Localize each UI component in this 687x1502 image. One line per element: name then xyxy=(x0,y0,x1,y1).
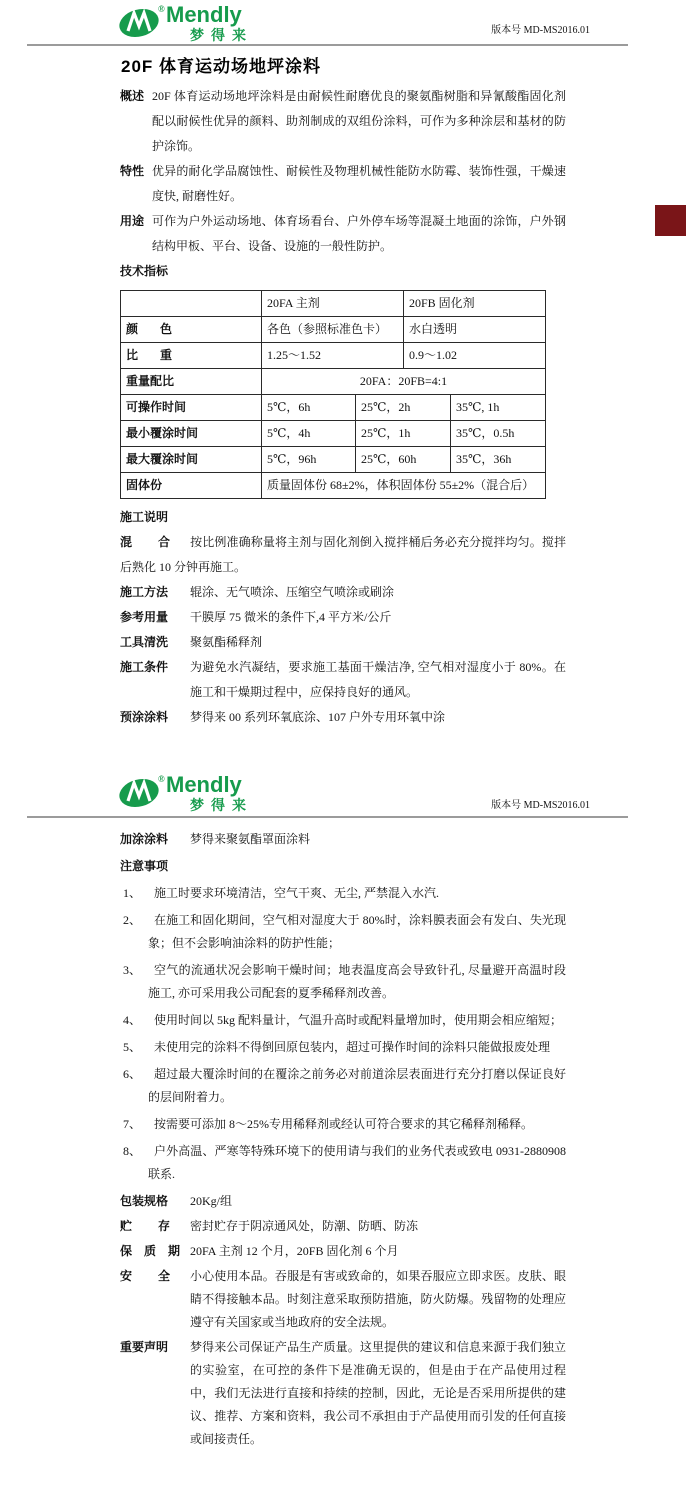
note-text: 使用时间以 5kg 配料量计，气温升高时或配料量增加时，使用期会相应缩短； xyxy=(154,1013,563,1027)
shelf-life-paragraph xyxy=(120,1240,566,1263)
min-recoat-5c: 5℃，4h xyxy=(262,421,356,447)
table-row-max-recoat xyxy=(121,447,546,473)
notes-title: 注意事项 xyxy=(120,859,169,873)
tech-spec-table xyxy=(120,290,546,499)
pot-life-5c: 5℃，6h xyxy=(262,395,356,421)
max-recoat-35c: 35℃，36h xyxy=(451,447,546,473)
mixing-paragraph xyxy=(120,530,566,580)
tech-spec-title: 技术指标 xyxy=(120,264,169,278)
registered-trademark-icon: ® xyxy=(158,4,165,14)
topcoat-text: 梦得来聚氨酯罩面涂料 xyxy=(190,832,311,846)
note-text: 按需要可添加 8～25%专用稀释剂或经认可符合要求的其它稀释剂稀释。 xyxy=(154,1117,533,1131)
min-recoat-label: 最小覆涂时间 xyxy=(126,426,199,440)
table-row-header xyxy=(121,291,546,317)
page-2 xyxy=(0,770,687,1502)
topcoat-label: 加涂涂料 xyxy=(120,832,169,846)
storage-text: 密封贮存于阴凉通风处，防潮、防晒、防冻 xyxy=(190,1219,419,1233)
note-number: 4、 xyxy=(123,1013,142,1027)
table-row-pot-life xyxy=(121,395,546,421)
precoat-label: 预涂涂料 xyxy=(120,710,169,724)
gravity-20fa-value: 1.25～1.52 xyxy=(262,343,404,369)
safety-paragraph xyxy=(120,1265,566,1334)
color-row-label: 颜色 xyxy=(126,322,172,336)
construction-title: 施工说明 xyxy=(120,510,169,524)
dosage-text: 干膜厚 75 微米的条件下,4 平方米/公斤 xyxy=(190,610,392,624)
packing-label: 包装规格 xyxy=(120,1194,169,1208)
note-text: 未使用完的涂料不得倒回原包装内，超过可操作时间的涂料只能做报废处理 xyxy=(154,1040,551,1054)
note-number: 6、 xyxy=(123,1067,142,1081)
shelf-life-text: 20FA 主剂 12 个月，20FB 固化剂 6 个月 xyxy=(190,1244,399,1258)
usage-paragraph xyxy=(120,209,566,259)
version-label: 版本号 MD-MS2016.01 xyxy=(491,800,590,811)
cell-20fb-header: 20FB 固化剂 xyxy=(404,291,546,317)
note-item-7 xyxy=(120,1113,566,1136)
gravity-20fb-value: 0.9～1.02 xyxy=(404,343,546,369)
ratio-row-label: 重量配比 xyxy=(126,374,175,388)
note-item-6 xyxy=(120,1063,566,1109)
note-text: 施工时要求环境清洁，空气干爽、无尘, 严禁混入水汽. xyxy=(154,886,440,900)
note-text: 空气的流通状况会影响干燥时间；地表温度高会导致针孔, 尽量避开高温时段施工, 亦可采用我公司配套的夏季稀释剂改善。 xyxy=(148,963,566,1000)
brand-logo xyxy=(118,4,253,45)
cleaning-text: 聚氨酯稀释剂 xyxy=(190,635,263,649)
storage-paragraph xyxy=(120,1215,566,1238)
header-divider xyxy=(27,44,628,46)
brand-name: Mendly xyxy=(166,2,242,27)
statement-text: 梦得来公司保证产品生产质量。这里提供的建议和信息来源于我们独立的实验室，在可控的条件下是准确无误的，但是由于在产品使用过程中，我们无法进行直接和持续的控制，因此，无论是否采用所提供的建议、推荐、方案和资料，我公司不承担由于产品使用而引发的任何直接或间接责任。 xyxy=(190,1340,566,1446)
max-recoat-label: 最大覆涂时间 xyxy=(126,452,199,466)
brand-text xyxy=(166,774,253,812)
safety-text: 小心使用本品。吞服是有害或致命的，如果吞服应立即求医。皮肤、眼睛不得接触本品。时刻注意采取预防措施，防火防爆。残留物的处理应遵守有关国家或当地政府的安全法规。 xyxy=(190,1269,566,1329)
conditions-label: 施工条件 xyxy=(120,660,169,674)
pot-life-35c: 35℃, 1h xyxy=(451,395,546,421)
note-item-5 xyxy=(120,1036,566,1059)
table-row-gravity xyxy=(121,343,546,369)
page1-content xyxy=(120,78,566,730)
mixing-text: 按比例准确称量将主剂与固化剂倒入搅拌桶后务必充分搅拌均匀。搅拌后熟化 10 分钟再施工。 xyxy=(120,535,566,574)
cell-20fa-header: 20FA 主剂 xyxy=(262,291,404,317)
brand-name: Mendly xyxy=(166,772,242,797)
registered-trademark-icon: ® xyxy=(158,774,165,784)
topcoat-paragraph xyxy=(120,828,566,851)
conditions-paragraph xyxy=(120,655,566,705)
page-title: 20F 体育运动场地坪涂料 xyxy=(121,57,322,76)
note-text: 在施工和固化期间，空气相对湿度大于 80%时，涂料膜表面会有发白、失光现象；但不会影响油涂料的防护性能； xyxy=(148,913,566,950)
min-recoat-25c: 25℃，1h xyxy=(356,421,451,447)
packing-text: 20Kg/组 xyxy=(190,1194,233,1208)
overview-label: 概述 xyxy=(120,89,145,103)
safety-label: 安全 xyxy=(120,1269,170,1283)
brand-name-cn: 梦得来 xyxy=(190,27,253,43)
color-20fb-value: 水白透明 xyxy=(404,317,546,343)
table-row-min-recoat xyxy=(121,421,546,447)
note-number: 7、 xyxy=(123,1117,142,1131)
note-item-2 xyxy=(120,909,566,955)
features-label: 特性 xyxy=(120,164,145,178)
pot-life-label: 可操作时间 xyxy=(126,400,187,414)
pot-life-25c: 25℃，2h xyxy=(356,395,451,421)
statement-label: 重要声明 xyxy=(120,1340,169,1354)
usage-text: 可作为户外运动场地、体育场看台、户外停车场等混凝土地面的涂饰，户外钢结构甲板、平台、设备、设施的一般性防护。 xyxy=(152,214,566,253)
note-number: 8、 xyxy=(123,1144,142,1158)
dosage-label: 参考用量 xyxy=(120,610,169,624)
note-number: 5、 xyxy=(123,1040,142,1054)
overview-text: 20F 体育运动场地坪涂料是由耐候性耐磨优良的聚氨酯树脂和异氰酸酯固化剂配以耐候性优异的颜料、助剂制成的双组份涂料，可作为多种涂层和基材的防护涂饰。 xyxy=(152,89,566,153)
conditions-text: 为避免水汽凝结，要求施工基面干燥洁净, 空气相对湿度小于 80%。在施工和干燥期过程中，应保持良好的通风。 xyxy=(190,660,566,699)
cell-empty xyxy=(121,291,262,317)
note-number: 2、 xyxy=(123,913,142,927)
table-row-ratio xyxy=(121,369,546,395)
gravity-row-label: 比重 xyxy=(126,348,172,362)
note-item-4 xyxy=(120,1009,566,1032)
storage-label: 贮存 xyxy=(120,1219,170,1233)
packing-paragraph xyxy=(120,1190,566,1213)
features-text: 优异的耐化学品腐蚀性、耐候性及物理机械性能防水防霉、装饰性强，干燥速度快, 耐磨性好。 xyxy=(152,164,566,203)
brand-logo xyxy=(118,774,253,815)
table-row-color xyxy=(121,317,546,343)
method-label: 施工方法 xyxy=(120,585,169,599)
note-text: 户外高温、严寒等特殊环境下的使用请与我们的业务代表或致电 0931-2880908 联系. xyxy=(148,1144,566,1181)
precoat-text: 梦得来 00 系列环氧底涂、107 户外专用环氧中涂 xyxy=(190,710,446,724)
table-row-solids xyxy=(121,473,546,499)
note-number: 1、 xyxy=(123,886,142,900)
cleaning-paragraph xyxy=(120,630,566,655)
note-item-1 xyxy=(120,882,566,905)
mixing-label: 混合 xyxy=(120,535,170,549)
note-text: 超过最大覆涂时间的在覆涂之前务必对前道涂层表面进行充分打磨以保证良好的层间附着力。 xyxy=(148,1067,566,1104)
features-paragraph xyxy=(120,159,566,209)
header-divider xyxy=(27,816,628,818)
brand-name-cn: 梦得来 xyxy=(190,797,253,813)
cleaning-label: 工具清洗 xyxy=(120,635,169,649)
note-number: 3、 xyxy=(123,963,142,977)
solids-label: 固体份 xyxy=(126,478,163,492)
statement-paragraph xyxy=(120,1336,566,1451)
color-20fa-value: 各色（参照标准色卡） xyxy=(262,317,404,343)
shelf-life-label: 保质期 xyxy=(120,1244,180,1258)
method-paragraph xyxy=(120,580,566,605)
max-recoat-5c: 5℃，96h xyxy=(262,447,356,473)
method-text: 辊涂、无气喷涂、压缩空气喷涂或刷涂 xyxy=(190,585,395,599)
solids-value: 质量固体份 68±2%，体积固体份 55±2%（混合后） xyxy=(262,473,546,499)
page2-content xyxy=(120,822,566,1451)
ratio-value: 20FA：20FB=4:1 xyxy=(262,369,546,395)
brand-text xyxy=(166,4,253,42)
red-marker xyxy=(655,205,686,236)
usage-label: 用途 xyxy=(120,214,145,228)
dosage-paragraph xyxy=(120,605,566,630)
max-recoat-25c: 25℃，60h xyxy=(356,447,451,473)
note-item-3 xyxy=(120,959,566,1005)
note-item-8 xyxy=(120,1140,566,1186)
overview-paragraph xyxy=(120,84,566,159)
min-recoat-35c: 35℃，0.5h xyxy=(451,421,546,447)
precoat-paragraph xyxy=(120,705,566,730)
version-label: 版本号 MD-MS2016.01 xyxy=(491,25,590,36)
